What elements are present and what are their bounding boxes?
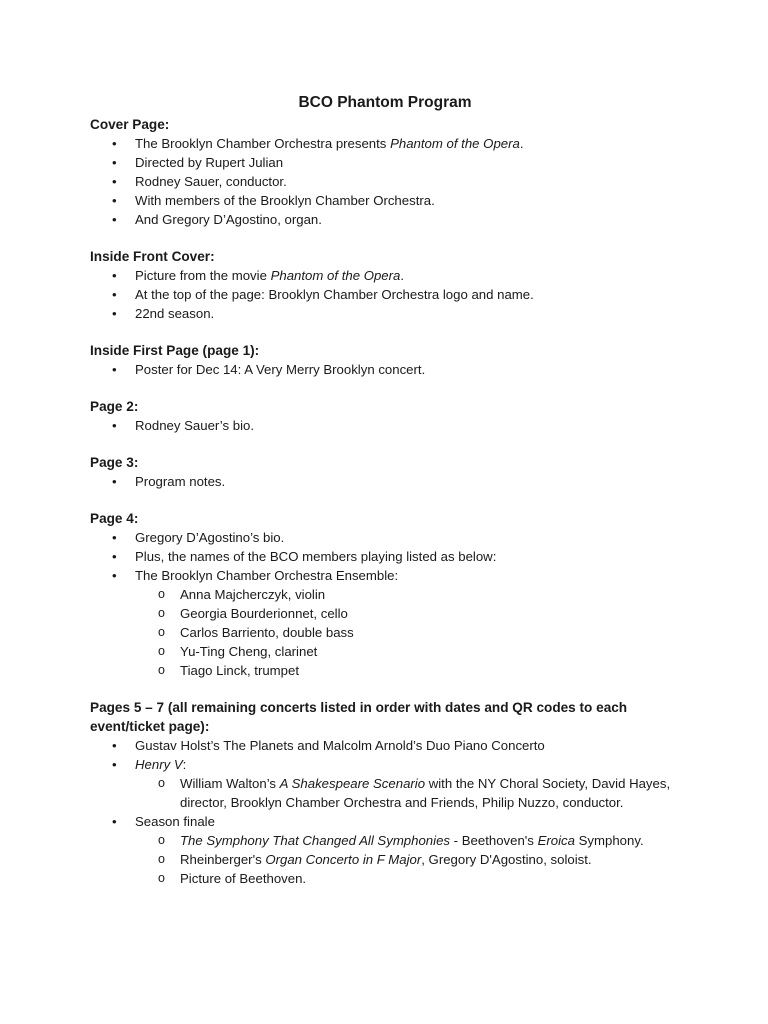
- season-finale-sublist: [90, 831, 680, 888]
- inside-front-list: [90, 266, 680, 323]
- concerts-list-cont: [90, 812, 680, 831]
- sub-list-item: o Rheinberger's Organ Concerto in F Major, Gregory D'Agostino, soloist.: [90, 850, 680, 869]
- page2-list: [90, 416, 680, 435]
- section-heading-inside-front: Inside Front Cover:: [90, 249, 215, 264]
- list-item: • Program notes.: [90, 472, 680, 491]
- henry-v-sublist: [90, 774, 680, 812]
- list-item: • With members of the Brooklyn Chamber Orchestra.: [90, 191, 680, 210]
- list-item: • Season finale: [90, 812, 680, 831]
- list-item: • The Brooklyn Chamber Orchestra presents Phantom of the Opera.: [90, 134, 680, 153]
- ensemble-member: o Tiago Linck, trumpet: [90, 661, 680, 680]
- list-item: • Gustav Holst’s The Planets and Malcolm Arnold’s Duo Piano Concerto: [90, 736, 680, 755]
- ensemble-list: [90, 585, 680, 680]
- section-heading-page2: Page 2:: [90, 399, 139, 414]
- section-heading-page1: Inside First Page (page 1):: [90, 343, 260, 358]
- concerts-list: [90, 736, 680, 774]
- list-item: • Rodney Sauer’s bio.: [90, 416, 680, 435]
- ensemble-member: o Anna Majcherczyk, violin: [90, 585, 680, 604]
- list-item: • At the top of the page: Brooklyn Chamber Orchestra logo and name.: [90, 285, 680, 304]
- section-heading-page4: Page 4:: [90, 511, 139, 526]
- list-item: • Plus, the names of the BCO members playing listed as below:: [90, 547, 680, 566]
- document-title: BCO Phantom Program: [298, 94, 472, 111]
- section-heading-cover: Cover Page:: [90, 117, 170, 132]
- list-item: • Gregory D’Agostino’s bio.: [90, 528, 680, 547]
- ensemble-member: o Yu-Ting Cheng, clarinet: [90, 642, 680, 661]
- list-item: • Poster for Dec 14: A Very Merry Brooklyn concert.: [90, 360, 680, 379]
- list-item: • 22nd season.: [90, 304, 680, 323]
- list-item: • The Brooklyn Chamber Orchestra Ensemble:: [90, 566, 680, 585]
- list-item: • Rodney Sauer, conductor.: [90, 172, 680, 191]
- section-heading-pages5-7: Pages 5 – 7 (all remaining concerts listed in order with dates and QR codes to each event/ticket page):: [90, 700, 628, 734]
- sub-list-item: o Picture of Beethoven.: [90, 869, 680, 888]
- list-item: • Henry V:: [90, 755, 680, 774]
- page3-list: [90, 472, 680, 491]
- list-item: • And Gregory D’Agostino, organ.: [90, 210, 680, 229]
- section-heading-page3: Page 3:: [90, 455, 139, 470]
- list-item: • Directed by Rupert Julian: [90, 153, 680, 172]
- page1-list: [90, 360, 680, 379]
- sub-list-item: o The Symphony That Changed All Symphonies - Beethoven's Eroica Symphony.: [90, 831, 680, 850]
- sub-list-item: o William Walton’s A Shakespeare Scenario with the NY Choral Society, David Hayes, director, Brooklyn Chamber Orchestra and Friends, Philip Nuzzo, conductor.: [90, 774, 680, 812]
- page4-list: [90, 528, 680, 585]
- ensemble-member: o Carlos Barriento, double bass: [90, 623, 680, 642]
- list-item: • Picture from the movie Phantom of the Opera.: [90, 266, 680, 285]
- ensemble-member: o Georgia Bourderionnet, cello: [90, 604, 680, 623]
- document-page: [90, 92, 680, 888]
- cover-list: [90, 134, 680, 229]
